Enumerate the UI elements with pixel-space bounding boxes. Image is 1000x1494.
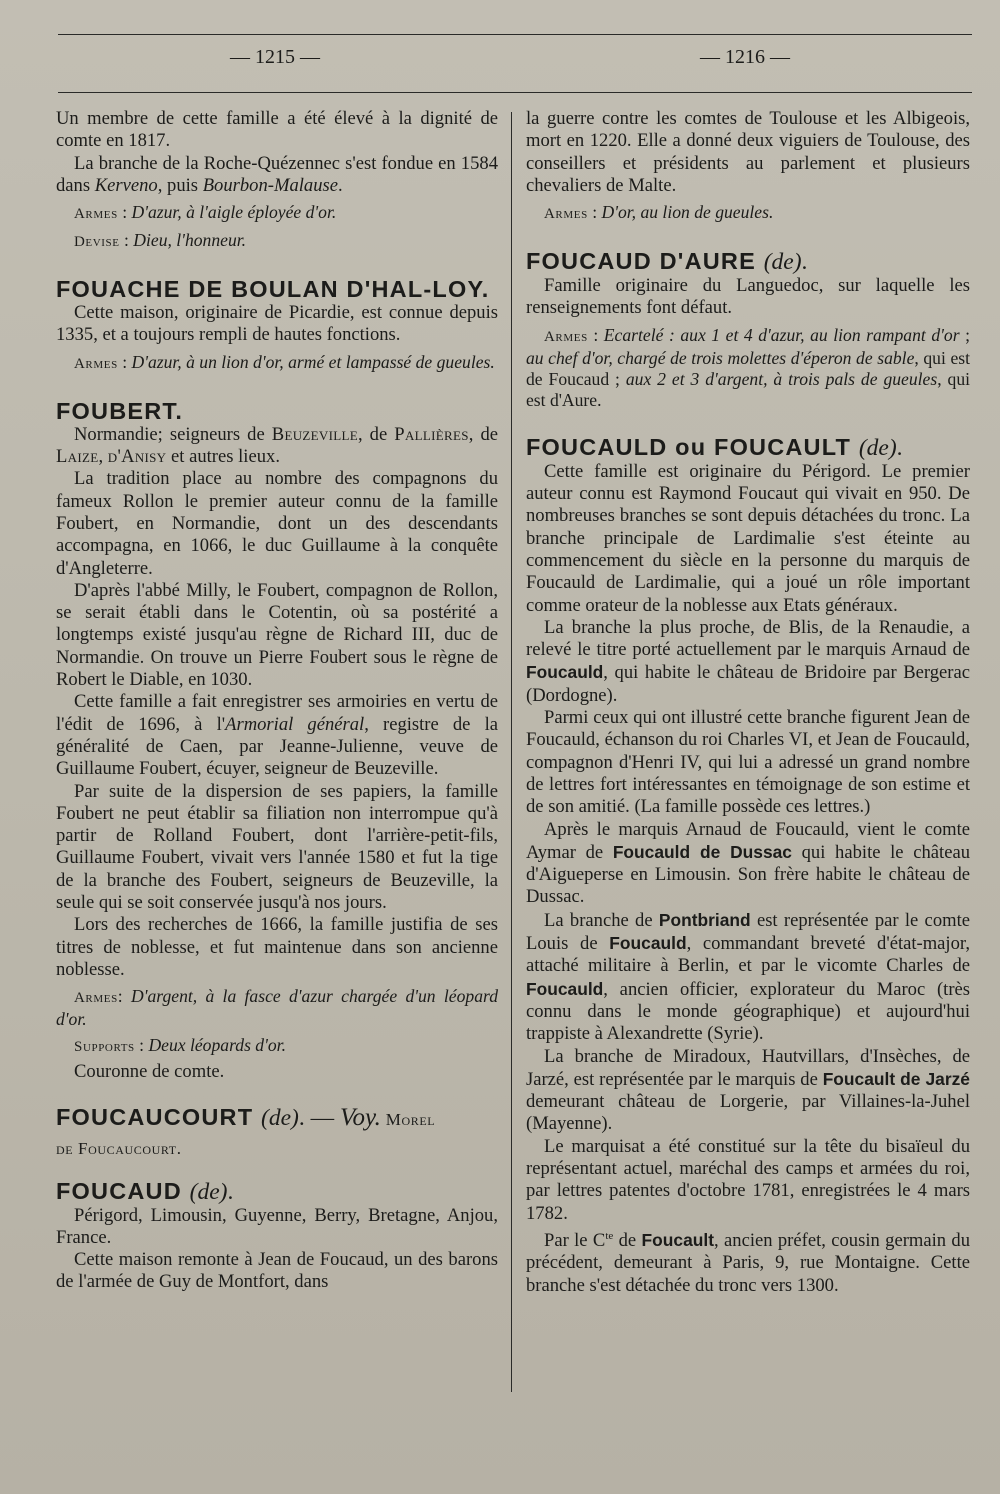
paragraph: Lors des recherches de 1666, la famille justifia de ses titres de noblesse, et fut maintenue dans son ancienne noblesse. (56, 914, 498, 980)
paragraph: la guerre contre les comtes de Toulouse et les Albigeois, mort en 1220. Elle a donné deux viguiers de Toulouse, des conseillers et présidents au parlement et plusieurs chevaliers de Malte. (526, 108, 970, 196)
paragraph: La branche de la Roche-Quézennec s'est fondue en 1584 dans Kerveno, puis Bourbon-Malause. (56, 152, 498, 196)
entry-heading-foucaucourt: FOUCAUCOURT (de). — Voy. Morel de Foucaucourt. (56, 1103, 436, 1158)
paragraph: Parmi ceux qui ont illustré cette branche figurent Jean de Foucauld, échanson du roi Charles VI, et Jean de Foucauld, compagnon d'Henri IV, qui lui a adressé un grand nombre de lettres fort intéressantes en témoignage de son estime et de son amitié. (La famille possède ces lettres.) (526, 707, 970, 818)
page-number-left: — 1215 — (230, 46, 320, 68)
entry-heading-fouache: FOUACHE DE BOULAN D'HAL-LOY. (56, 276, 490, 303)
paragraph: Le marquisat a été constitué sur la tête du bisaïeul du représentant actuel, maréchal des camps et armées du roi, par lettres patentes d'octobre 1781, enregistrées le 4 mars 1782. (526, 1135, 970, 1224)
arms-blazon: Armes : D'azur, à un lion d'or, armé et lampassé de gueules. (74, 351, 495, 372)
paragraph: Périgord, Limousin, Guyenne, Berry, Bretagne, Anjou, France. (56, 1204, 498, 1248)
right-column (526, 108, 970, 1297)
arms-blazon: Armes: D'argent, à la fasce d'azur chargée d'un léopard d'or. (56, 986, 498, 1030)
paragraph: Cette famille a fait enregistrer ses armoiries en vertu de l'édit de 1696, à l'Armorial général, registre de la généralité de Caen, par Jeanne-Julienne, veuve de Guillaume Foubert, écuyer, seigneur de Beuzeville. (56, 691, 498, 780)
paragraph: Famille originaire du Languedoc, sur laquelle les renseignements font défaut. (526, 275, 970, 319)
crown-text: Couronne de comte. (74, 1061, 225, 1083)
paragraph: Cette maison remonte à Jean de Foucaud, un des barons de l'armée de Guy de Montfort, dans (56, 1249, 498, 1293)
paragraph: Cette famille est originaire du Périgord. Le premier auteur connu est Raymond Foucaut qui vivait en 950. De nombreuses branches se sont depuis détachées du tronc. La branche principale de Lardimalie s'est éteinte au commencement du siècle en la personne du marquis de Foucauld de Lardimalie, qui a joué un rôle important comme orateur de la noblesse aux Etats généraux. (526, 460, 970, 616)
entry-heading-foucaud: FOUCAUD (de). (56, 1177, 234, 1205)
paragraph: Un membre de cette famille a été élevé à la dignité de comte en 1817. (56, 108, 498, 152)
paragraph: Par le $C^{te}$ de Foucault, ancien préfet, cousin germain du précédent, demeurant à Paris, 9, rue Montaigne. Cette branche s'est détachée du tronc vers 1300. (526, 1229, 971, 1296)
paragraph: La branche la plus proche, de Blis, de la Renaudie, a relevé le titre porté actuellement par le marquis Arnaud de Foucauld, qui habite le château de Bridoire par Bergerac (Dordogne). (526, 616, 970, 706)
left-column (56, 108, 498, 1294)
column-divider (511, 112, 512, 1392)
paragraph: La branche de Miradoux, Hautvillars, d'Insèches, de Jarzé, est représentée par le marquis de Foucault de Jarzé demeurant château de Lorgerie, par Villaines-la-Juhel (Mayenne). (526, 1045, 970, 1135)
entry-heading-foucauld: FOUCAULD ou FOUCAULT (de). (526, 433, 903, 461)
page-number-right: — 1216 — (700, 46, 790, 68)
paragraph: D'après l'abbé Milly, le Foubert, compagnon de Rollon, se serait établi dans le Cotentin, où sa postérité a longtemps existé jusqu'au règne de Richard III, duc de Normandie. On trouve un Pierre Foubert sous le règne de Robert le Diable, en 1030. (56, 579, 498, 691)
paragraph: Normandie; seigneurs de Beuzeville, de Pallières, de Laize, d'Anisy et autres lieux. (56, 423, 498, 468)
motto: Devise : Dieu, l'honneur. (74, 230, 247, 251)
arms-blazon: Armes : D'or, au lion de gueules. (544, 202, 774, 223)
entry-heading-foucaud-d-aure: FOUCAUD D'AURE (de). (526, 248, 808, 276)
supporters: Supports : Deux léopards d'or. (74, 1035, 286, 1056)
paragraph: Cette maison, originaire de Picardie, est connue depuis 1335, et a toujours rempli de hautes fonctions. (56, 302, 498, 346)
arms-blazon: Armes : D'azur, à l'aigle éployée d'or. (74, 202, 337, 223)
paragraph: La tradition place au nombre des compagnons du fameux Rollon le premier auteur connu de la famille Foubert, en Normandie, dont un des descendants accompagna, en 1066, le duc Guillaume à la conquête d'Angleterre. (56, 468, 498, 579)
entry-heading-foubert: FOUBERT. (56, 397, 184, 424)
top-rule (58, 34, 972, 35)
header-rule (58, 92, 972, 93)
paragraph: Après le marquis Arnaud de Foucauld, vient le comte Aymar de Foucauld de Dussac qui habite le château d'Aigueperse en Limousin. Son frère habite le château de Dussac. (526, 818, 970, 908)
arms-blazon: Armes : Ecartelé : aux 1 et 4 d'azur, au lion rampant d'or ; au chef d'or, chargé de trois molettes d'éperon de sable, qui est de Foucaud ; aux 2 et 3 d'argent, à trois pals de gueules, qui est d'Aure. (526, 324, 971, 410)
paragraph: La branche de Pontbriand est représentée par le comte Louis de Foucauld, commandant breveté d'état-major, attaché militaire à Berlin, et par le vicomte Charles de Foucauld, ancien officier, explorateur du Maroc (très connu dans le monde géographique) et aujourd'hui trappiste à Alexandrette (Syrie). (526, 909, 970, 1045)
paragraph: Par suite de la dispersion de ses papiers, la famille Foubert ne peut établir sa filiation non interrompue qu'à partir de Rolland Foubert, dont l'arrière-petit-fils, Guillaume Foubert, vivait vers l'année 1580 et fut la tige de la branche des Foubert, seigneurs de Beuzeville, la seule qui se soit conservée jusqu'à nos jours. (56, 780, 498, 914)
